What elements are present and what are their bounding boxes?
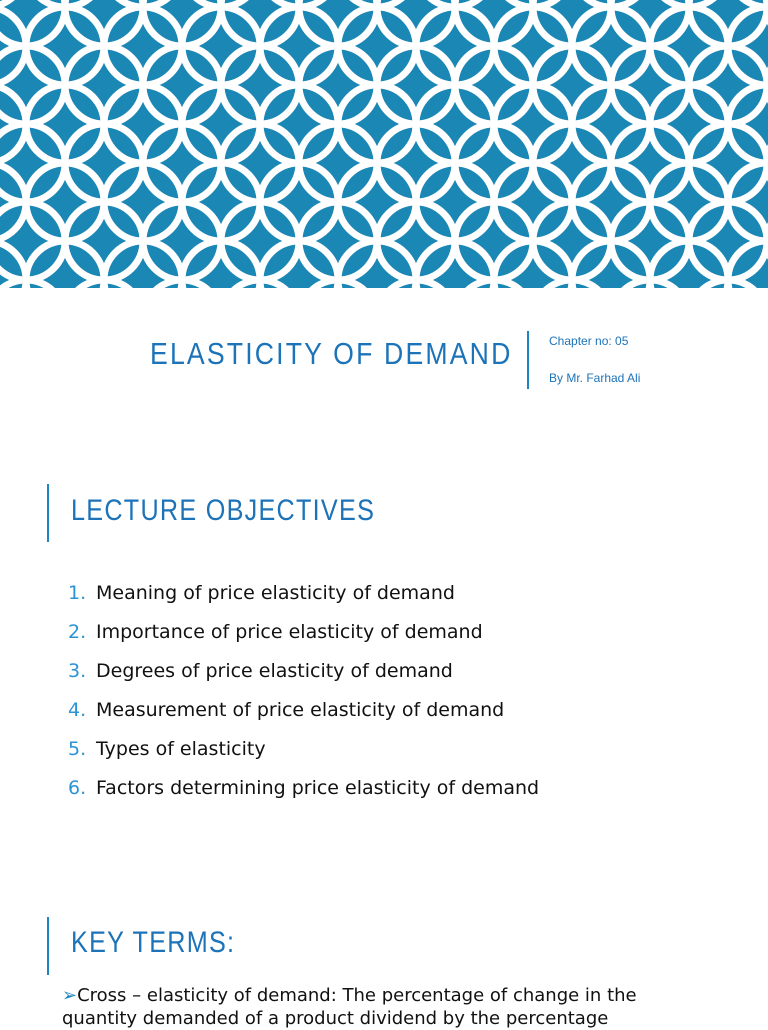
objective-number: 2. (68, 621, 87, 643)
objective-text: Meaning of price elasticity of demand (96, 582, 455, 604)
objective-item (68, 769, 539, 808)
arrow-bullet-icon: ➢ (62, 985, 78, 1006)
objective-item (68, 652, 539, 691)
decorative-banner (0, 0, 768, 288)
objective-item (68, 613, 539, 652)
title-divider (527, 331, 529, 389)
objectives-accent-bar (47, 484, 49, 542)
objective-number: 3. (68, 660, 87, 682)
objective-text: Measurement of price elasticity of demand (96, 699, 505, 721)
objective-text: Degrees of price elasticity of demand (96, 660, 453, 682)
title-slide (0, 288, 768, 448)
objective-item (68, 574, 539, 613)
key-terms-accent-bar (47, 917, 49, 975)
objective-number: 1. (68, 582, 87, 604)
author-label: By Mr. Farhad Ali (549, 371, 641, 385)
key-term-item (62, 984, 662, 1030)
objective-text: Types of elasticity (96, 738, 266, 760)
chapter-label: Chapter no: 05 (549, 334, 629, 348)
key-term-text: Cross – elasticity of demand: The percentage of change in the quantity demanded of a product dividend by the percentage (62, 985, 637, 1029)
objective-text: Importance of price elasticity of demand (96, 621, 483, 643)
pattern-illustration (0, 0, 768, 288)
objectives-heading: LECTURE OBJECTIVES (71, 494, 376, 527)
objective-item (68, 691, 539, 730)
title-subinfo (549, 334, 640, 408)
objective-number: 4. (68, 699, 87, 721)
objectives-list (68, 574, 539, 808)
key-terms-heading: KEY TERMS: (71, 926, 236, 959)
objective-number: 5. (68, 738, 87, 760)
presentation-title: ELASTICITY OF DEMAND (149, 336, 512, 371)
objective-number: 6. (68, 777, 87, 799)
objective-item (68, 730, 539, 769)
objective-text: Factors determining price elasticity of demand (96, 777, 540, 799)
